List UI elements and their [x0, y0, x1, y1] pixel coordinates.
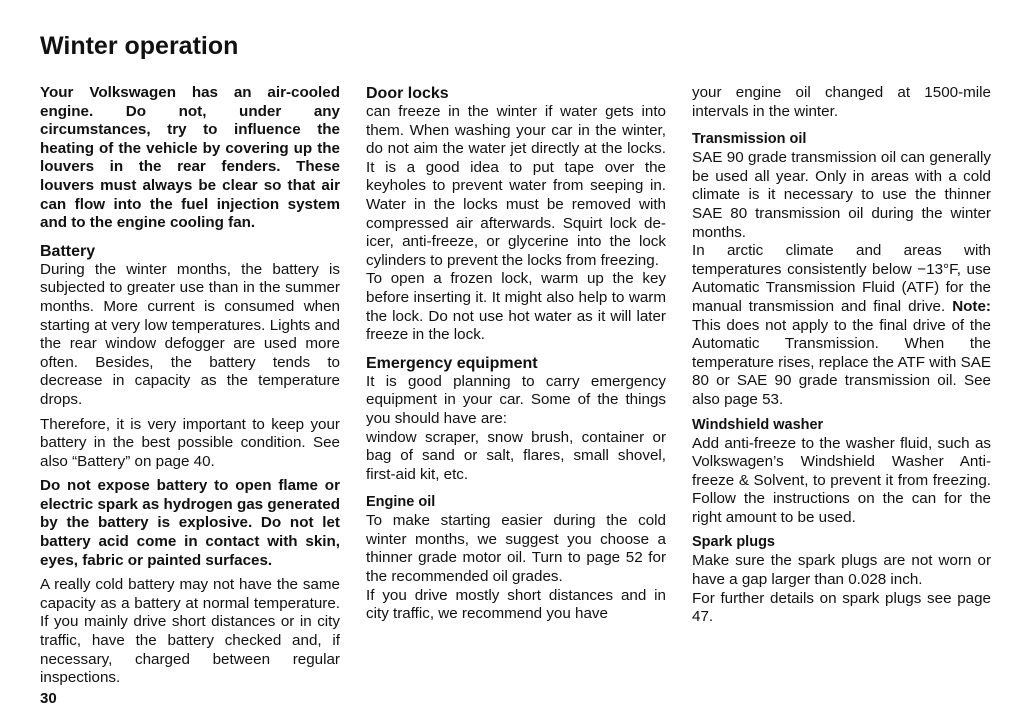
transmission-text-a: In arctic climate and areas with temperatures consistently below −13°F, use Automatic Transmission Fluid (ATF) for the manual transmission and final drive. — [692, 242, 991, 315]
page-title: Winter operation — [40, 32, 239, 60]
page-number: 30 — [40, 690, 57, 707]
battery-paragraph-1: During the winter months, the battery is subjected to greater use than in the summer months. More current is consumed when starting at very low temperatures. Lights and the rear window defogger are used more often. Besides, the battery tends to decrease in capacity as the temperature drops. — [40, 260, 340, 408]
intro-warning: Your Volkswagen has an air-cooled engine. Do not, under any circumstances, try to influence the heating of the vehicle by covering up the louvers in the rear fenders. These louvers must always be clear so that air can flow into the fuel injection system and to the engine cooling fan. — [40, 84, 340, 232]
door-locks-paragraph-2: To open a frozen lock, warm up the key before inserting it. It might also help to warm the lock. Do not use hot water as it will later freeze in the lock. — [366, 270, 666, 344]
spark-plugs-paragraph-2: For further details on spark plugs see page 47. — [692, 589, 991, 626]
note-label: Note: — [952, 297, 991, 315]
column-right — [692, 84, 991, 627]
transmission-paragraph-1: SAE 90 grade transmission oil can generally be used all year. Only in areas with a cold climate is it necessary to use the thinner SAE 80 transmission oil during the winter months. — [692, 149, 991, 241]
emergency-heading: Emergency equipment — [366, 354, 538, 372]
battery-warning: Do not expose battery to open flame or electric spark as hydrogen gas generated by the battery is explosive. Do not let battery acid come in contact with skin, eyes, fabric or painted surfaces. — [40, 477, 340, 569]
engine-oil-paragraph-1: To make starting easier during the cold winter months, we suggest you choose a thinner grade motor oil. Turn to page 52 for the recommended oil grades. — [366, 512, 666, 586]
emergency-paragraph-2: window scraper, snow brush, container or bag of sand or salt, flares, small shovel, first-aid kit, etc. — [366, 428, 666, 483]
transmission-oil-heading: Transmission oil — [692, 131, 807, 148]
transmission-paragraph-2 — [692, 242, 991, 409]
engine-oil-paragraph-2: If you drive mostly short distances and in city traffic, we recommend you have — [366, 586, 666, 623]
column-left — [40, 84, 340, 688]
column-middle — [366, 84, 666, 624]
spark-plugs-heading: Spark plugs — [692, 534, 775, 551]
engine-oil-heading: Engine oil — [366, 494, 436, 511]
emergency-paragraph-1: It is good planning to carry emergency equipment in your car. Some of the things you should have are: — [366, 372, 666, 427]
battery-heading: Battery — [40, 242, 96, 260]
transmission-text-b: This does not apply to the final drive of the Automatic Transmission. When the temperature rises, replace the ATF with SAE 80 or SAE 90 grade transmission oil. See also page 53. — [692, 316, 991, 408]
battery-paragraph-2: Therefore, it is very important to keep your battery in the best possible condition. See also “Battery” on page 40. — [40, 415, 340, 470]
spark-plugs-paragraph-1: Make sure the spark plugs are not worn or have a gap larger than 0.028 inch. — [692, 552, 991, 589]
engine-oil-continuation: your engine oil changed at 1500-mile intervals in the winter. — [692, 84, 991, 120]
windshield-washer-paragraph: Add anti-freeze to the washer fluid, such as Volkswagen’s Windshield Washer Anti-freeze & Solvent, to prevent it from freezing. Follow the instructions on the can for the right amount to be used. — [692, 434, 991, 526]
door-locks-paragraph-1: can freeze in the winter if water gets into them. When washing your car in the winter, do not aim the water jet directly at the locks. It is a good idea to put tape over the keyholes to prevent water from seeping in. Water in the locks must be removed with compressed air afterwards. Squirt lock de-icer, anti-freeze, or glycerine into the lock cylinders to prevent the locks from freezing. — [366, 103, 666, 269]
windshield-washer-heading: Windshield washer — [692, 416, 824, 433]
battery-paragraph-3: A really cold battery may not have the same capacity as a battery at normal temperature. If you mainly drive short distances or in city traffic, have the battery checked and, if necessary, charged between regular inspections. — [40, 576, 340, 687]
door-locks-heading: Door locks — [366, 85, 449, 102]
